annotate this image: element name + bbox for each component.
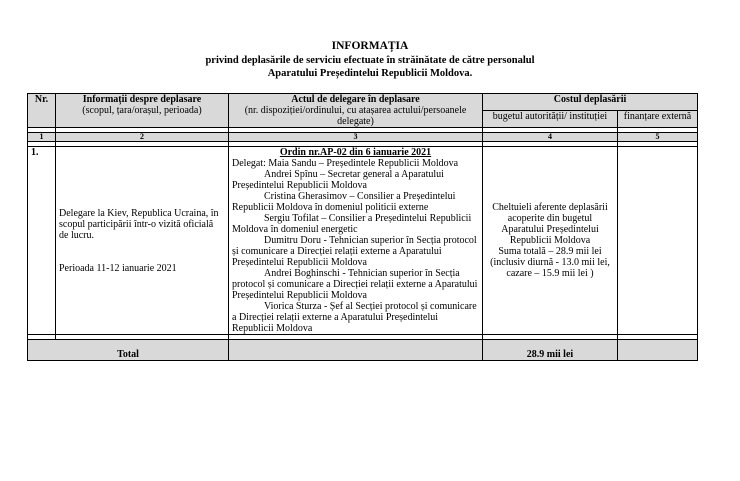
delegate-name: Andrei Spînu [264, 169, 318, 180]
row-delegat: Delegat: Maia Sandu – Președintele Republicii Moldova [232, 158, 459, 169]
header-act-sub: (nr. dispoziției/ordinului, cu atașarea actului/persoanele delegate) [244, 105, 467, 127]
delegate-entry [232, 268, 479, 301]
row-cost-budget [483, 147, 618, 335]
header-cost-budget: bugetul autorității/ instituției [483, 111, 618, 128]
row-cost-total: Suma totală – 28.9 mii lei (inclusiv diurnă - 13.0 mii lei, cazare – 15.9 mii lei ) [490, 246, 610, 279]
column-number: 4 [483, 133, 618, 142]
delegate-name: Cristina Gherasimov [264, 191, 348, 202]
header-cost: Costul deplasării [483, 94, 698, 111]
total-external-cell [618, 340, 698, 361]
total-empty-cell [229, 340, 483, 361]
column-number: 1 [28, 133, 56, 142]
delegate-entry [232, 235, 479, 268]
delegate-role: – Secretar general a Aparatului Președintelui Republicii Moldova [232, 169, 444, 191]
row-info [56, 147, 229, 335]
header-nr: Nr. [28, 94, 56, 128]
delegate-role: – Consilier a Președintelui Republicii Moldova în domeniul energetic [232, 213, 472, 235]
document-title: INFORMAȚIA [331, 40, 409, 52]
delegate-name: Dumitru Doru [264, 235, 321, 246]
trips-table [27, 93, 698, 361]
header-act [229, 94, 483, 128]
row-order-number: Ordin nr.AP-02 din 6 ianuarie 2021 [279, 147, 432, 158]
row-info-period: Perioada 11-12 ianuarie 2021 [59, 262, 177, 274]
document-subtitle-line-2: Aparatului Președintelui Republicii Moldova. [267, 68, 473, 79]
column-number: 2 [56, 133, 229, 142]
column-number: 3 [229, 133, 483, 142]
row-cost-text: Cheltuieli aferente deplasării acoperite din bugetul Aparatului Președintelui Republicii Moldova [492, 202, 608, 246]
total-label: Total [28, 340, 229, 361]
total-value: 28.9 mii lei [483, 340, 618, 361]
delegate-role: - Șef al Secției protocol și comunicare a Direcției relații externe a Aparatului Președintelui Republicii Moldova [232, 301, 477, 334]
header-info [56, 94, 229, 128]
delegate-role: - Tehnician superior în Secția protocol și comunicare a Direcției relații externe a Aparatului Președintelui Republicii Moldova [232, 235, 477, 268]
header-info-title: Informații despre deplasare [82, 94, 202, 105]
delegate-name: Sergiu Tofilat [264, 213, 319, 224]
table-header-row [28, 94, 698, 111]
delegate-entry [232, 169, 479, 191]
row-cost-external [618, 147, 698, 335]
header-cost-external: finanțare externă [618, 111, 698, 128]
delegate-entry [232, 301, 479, 334]
row-info-trip: Delegare la Kiev, Republica Ucraina, în scopul participării într-o vizită oficială de lucru. [59, 207, 219, 241]
header-act-title: Actul de delegare în deplasare [291, 94, 420, 105]
delegate-role: – Consilier a Președintelui Republicii Moldova în domeniul politicii externe [232, 191, 456, 213]
table-row [28, 147, 698, 335]
total-row [28, 340, 698, 361]
column-number-row [28, 133, 698, 142]
delegate-name: Andrei Boghinschi [264, 268, 340, 279]
column-number: 5 [618, 133, 698, 142]
delegate-name: Viorica Sturza [264, 301, 322, 312]
header-info-sub: (scopul, țara/orașul, perioada) [82, 105, 202, 116]
row-act [229, 147, 483, 335]
row-nr: 1. [28, 147, 56, 335]
delegate-role: - Tehnician superior în Secția protocol și comunicare a Direcției relații externe a Aparatului Președintelui Republicii Moldova [232, 268, 478, 301]
document-subtitle-line-1: privind deplasările de serviciu efectuate în străinătate de către personalul [205, 55, 535, 66]
delegate-entry [232, 191, 479, 213]
delegate-entry [232, 213, 479, 235]
